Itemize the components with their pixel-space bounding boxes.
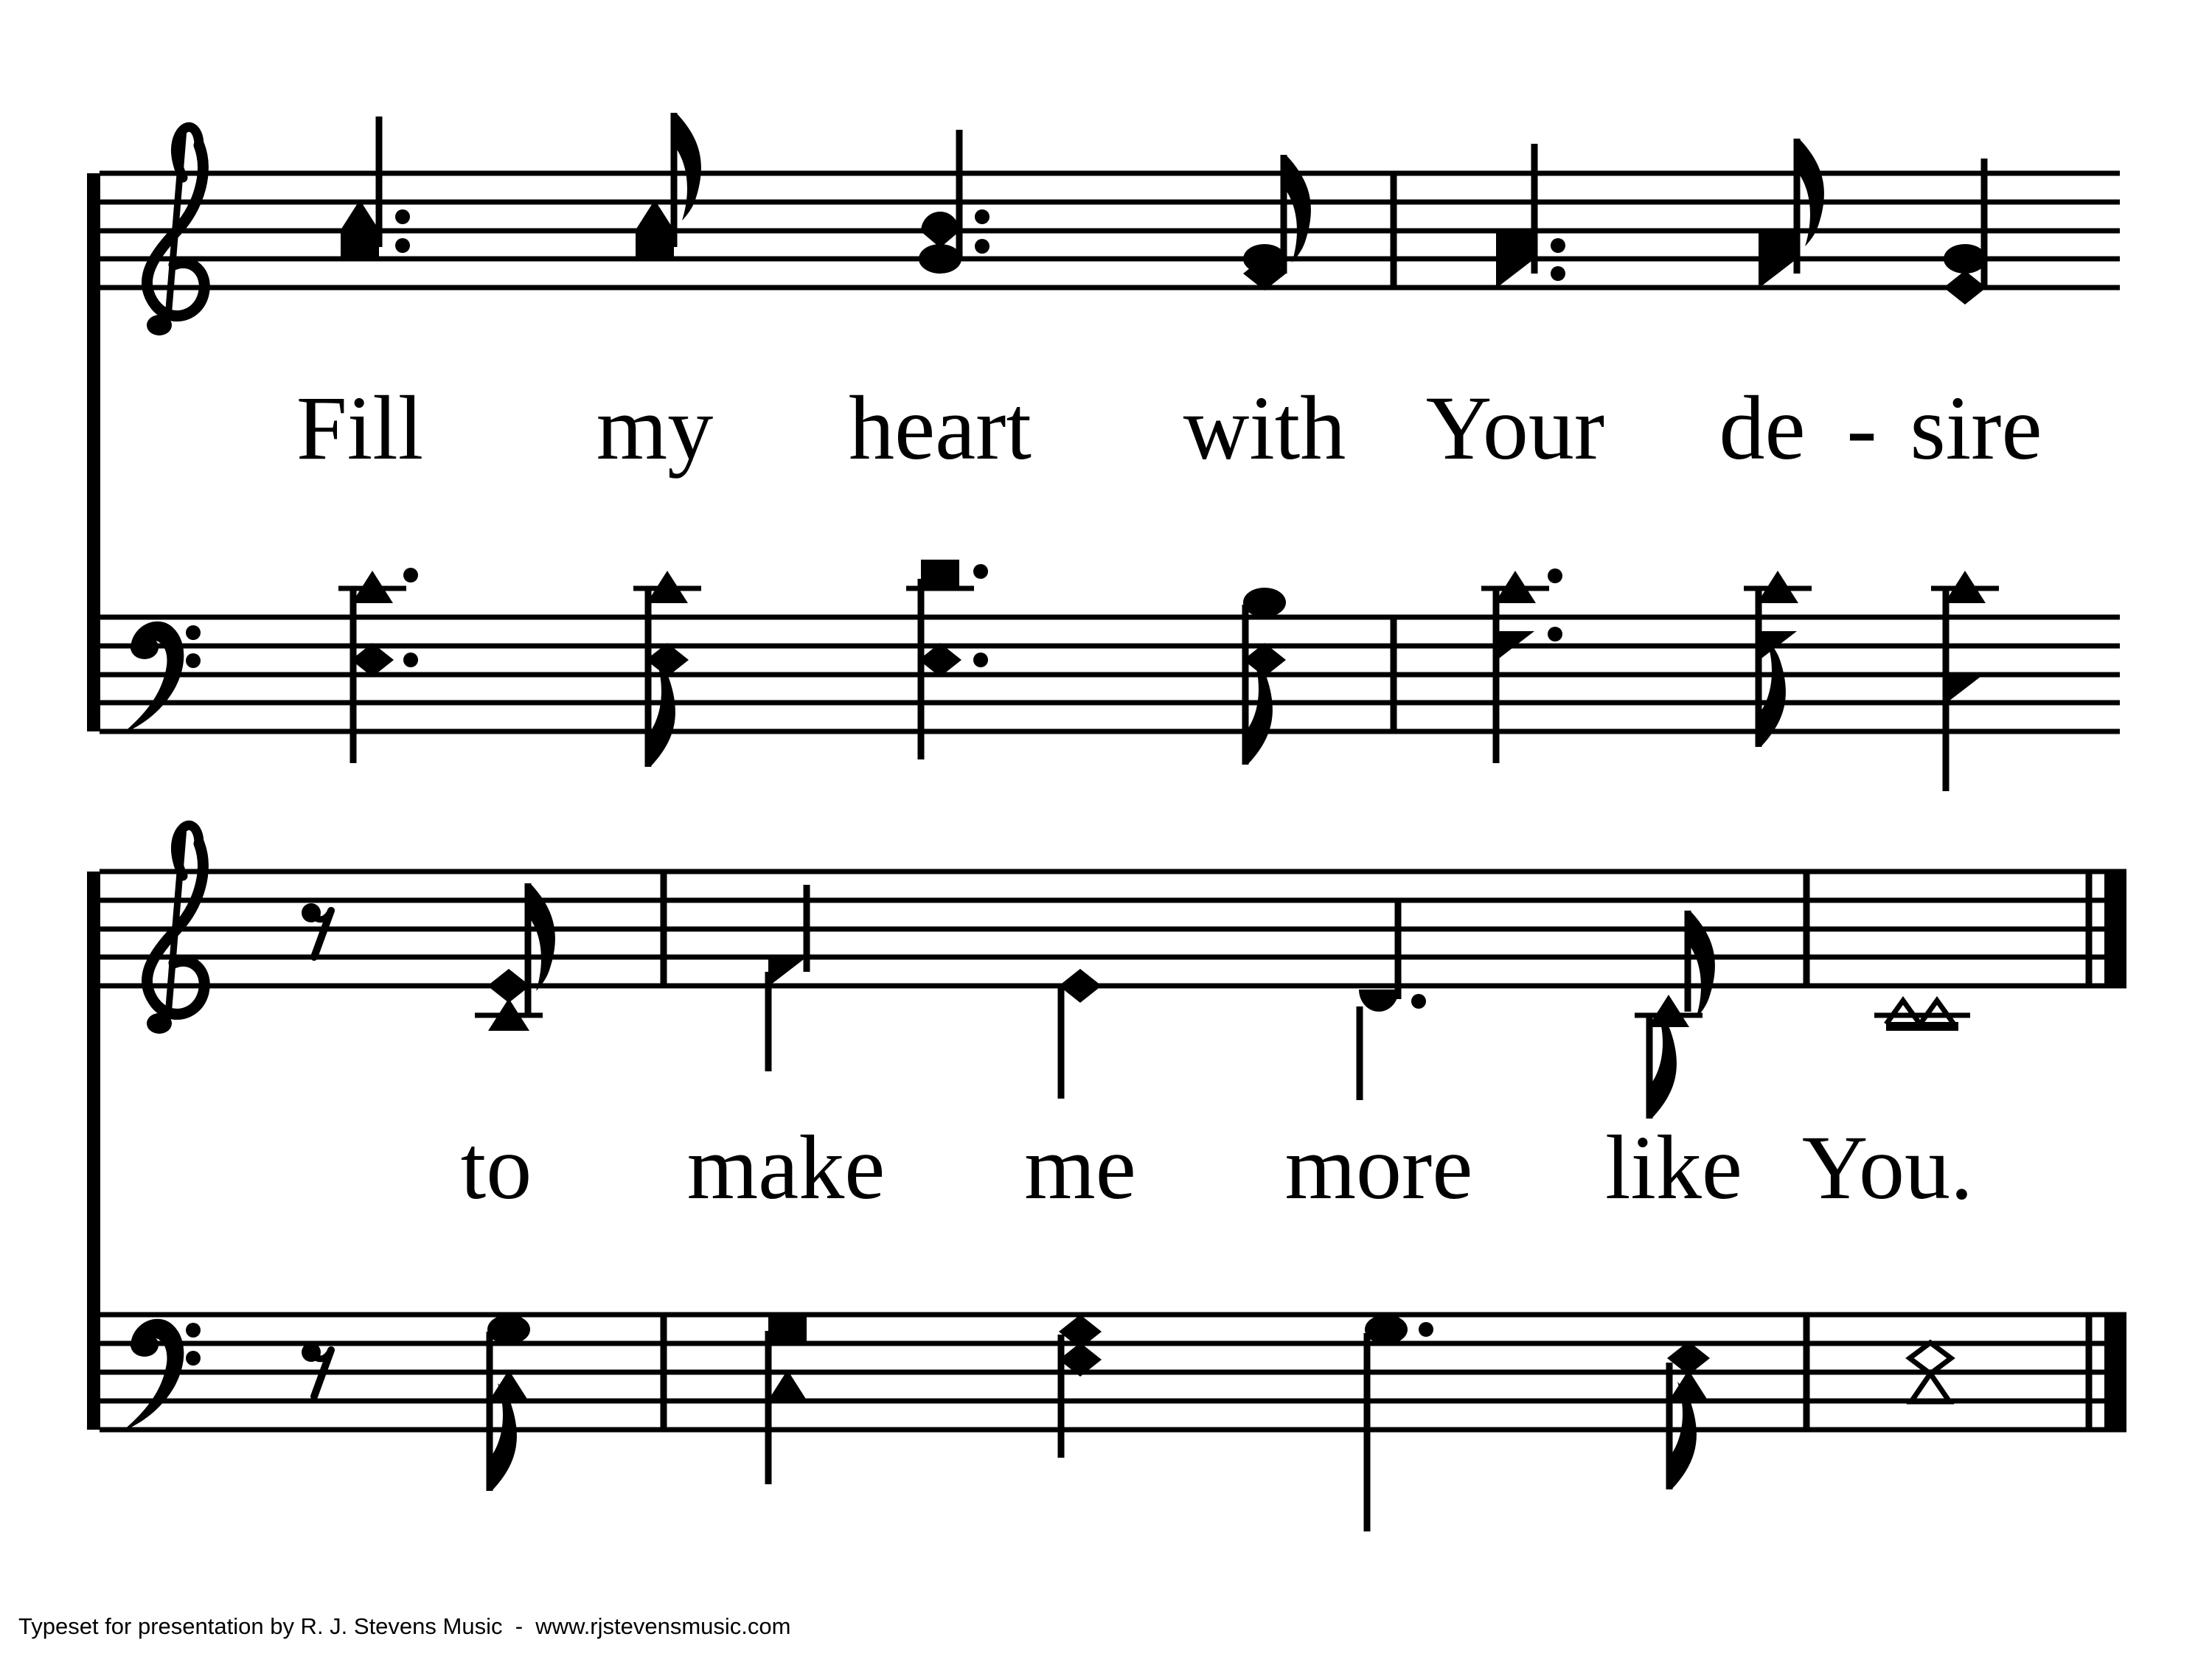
barline xyxy=(1391,173,1397,288)
staff-line xyxy=(100,729,2120,734)
staff-line xyxy=(100,644,2120,649)
staff-line xyxy=(100,615,2120,620)
notehead-miw xyxy=(1910,1343,1951,1374)
bass-clef-icon xyxy=(122,1319,184,1431)
notehead-fa xyxy=(1759,259,1797,288)
notehead-fa xyxy=(1496,259,1534,288)
notehead-do xyxy=(1648,995,1689,1027)
lyric-word: me xyxy=(1024,1117,1136,1218)
treble-clef-icon xyxy=(147,315,172,335)
notehead-la xyxy=(921,560,959,589)
augmentation-dot xyxy=(1419,1322,1433,1337)
staff-line xyxy=(100,1399,2126,1404)
note-stem xyxy=(765,972,772,1071)
staff-line xyxy=(100,869,2126,874)
lyric-word: You. xyxy=(1801,1117,1974,1218)
augmentation-dot xyxy=(395,209,410,224)
staff-line xyxy=(100,984,2126,989)
barline xyxy=(661,1315,667,1430)
note-stem xyxy=(956,130,963,259)
lyric-word: to xyxy=(460,1117,532,1218)
notehead-do xyxy=(767,1370,808,1402)
augmentation-dot xyxy=(1411,994,1426,1009)
footer-credit: Typeset for presentation by R. J. Stevens Music - www.rjstevensmusic.com xyxy=(18,1613,791,1639)
barline xyxy=(1804,1315,1810,1430)
lyric-word: make xyxy=(686,1117,886,1218)
bass-clef-icon xyxy=(122,622,184,734)
final-barline-thin xyxy=(2086,872,2093,986)
note-stem xyxy=(350,590,357,763)
notehead-mi xyxy=(487,969,530,1003)
final-barline-thick xyxy=(2104,1315,2126,1430)
staff-line xyxy=(100,927,2126,932)
augmentation-dot xyxy=(973,564,988,579)
notehead-la xyxy=(636,231,674,260)
lyric-word: my xyxy=(596,378,714,479)
augmentation-dot xyxy=(403,568,418,582)
notehead-la xyxy=(1759,231,1797,260)
notehead-sol xyxy=(919,244,961,274)
augmentation-dot xyxy=(1548,627,1562,641)
staff-line xyxy=(100,898,2126,903)
staff-line xyxy=(100,700,2120,706)
final-barline-thin xyxy=(2086,1315,2093,1430)
note-stem xyxy=(1364,1333,1371,1531)
notehead-fa xyxy=(768,957,807,987)
lyric-word: Your xyxy=(1425,378,1605,479)
notehead-la xyxy=(1496,231,1534,260)
notehead-la xyxy=(768,1313,807,1343)
notehead-fa xyxy=(1946,674,1984,703)
barline xyxy=(1391,617,1397,731)
bass-clef-icon xyxy=(186,1323,201,1338)
staff-line xyxy=(100,1427,2126,1433)
augmentation-dot xyxy=(395,238,410,253)
notehead-do2w xyxy=(1920,1001,1954,1024)
lyric-word: like xyxy=(1605,1117,1742,1218)
notehead-do2w xyxy=(1886,1001,1920,1024)
notehead-sol xyxy=(1365,1315,1408,1344)
note-stem xyxy=(1058,1335,1065,1458)
staff-line xyxy=(100,1370,2126,1375)
note-stem xyxy=(1981,159,1988,288)
lyric-word: Fill xyxy=(296,378,424,479)
notehead-mi xyxy=(1059,969,1102,1003)
notehead-sol xyxy=(1944,244,1986,274)
notehead-sol xyxy=(1243,588,1286,617)
note-stem xyxy=(765,1331,772,1484)
lyric-word: sire xyxy=(1910,378,2042,479)
staff-line xyxy=(100,257,2120,262)
augmentation-dot xyxy=(1551,238,1565,253)
augmentation-dot xyxy=(1548,568,1562,583)
lyric-word: de xyxy=(1719,378,1806,479)
note-stem xyxy=(1493,590,1500,763)
bass-clef-icon xyxy=(186,1351,201,1366)
barline xyxy=(1804,872,1810,986)
notehead-dow xyxy=(1911,1374,1950,1402)
note-stem xyxy=(918,579,925,759)
augmentation-dot xyxy=(403,653,418,667)
augmentation-dot xyxy=(975,239,990,254)
bass-clef-icon xyxy=(186,625,201,640)
lyric-word: heart xyxy=(849,378,1032,479)
notehead-do xyxy=(634,200,675,232)
staff-line xyxy=(100,1312,2126,1318)
note-stem xyxy=(1058,986,1065,1099)
system-start-barline xyxy=(87,872,100,1430)
staff-line xyxy=(100,955,2126,960)
notehead-do xyxy=(1668,1370,1709,1402)
bass-clef-icon xyxy=(186,653,201,668)
notehead-sol xyxy=(487,1315,530,1344)
notehead-mi xyxy=(1944,271,1986,305)
lyric-word: - xyxy=(1846,378,1877,479)
system-start-barline xyxy=(87,173,100,731)
augmentation-dot xyxy=(975,209,990,224)
staff-line xyxy=(100,672,2120,678)
lyric-word: more xyxy=(1284,1117,1473,1218)
notehead-do xyxy=(339,200,380,232)
lyric-word: with xyxy=(1183,378,1346,479)
treble-clef-icon xyxy=(147,1013,172,1034)
augmentation-dot xyxy=(1551,266,1565,281)
notehead-do xyxy=(488,1370,529,1402)
notehead-ti xyxy=(921,212,959,248)
notehead-la xyxy=(341,231,379,260)
note-stem xyxy=(1357,1006,1363,1100)
staff-line xyxy=(100,1341,2126,1346)
note-stem xyxy=(1395,901,1402,999)
augmentation-dot xyxy=(973,653,988,667)
barline xyxy=(661,872,667,986)
staff-line xyxy=(100,285,2120,291)
notehead-re xyxy=(1359,990,1399,1012)
final-barline-thick xyxy=(2104,872,2126,986)
